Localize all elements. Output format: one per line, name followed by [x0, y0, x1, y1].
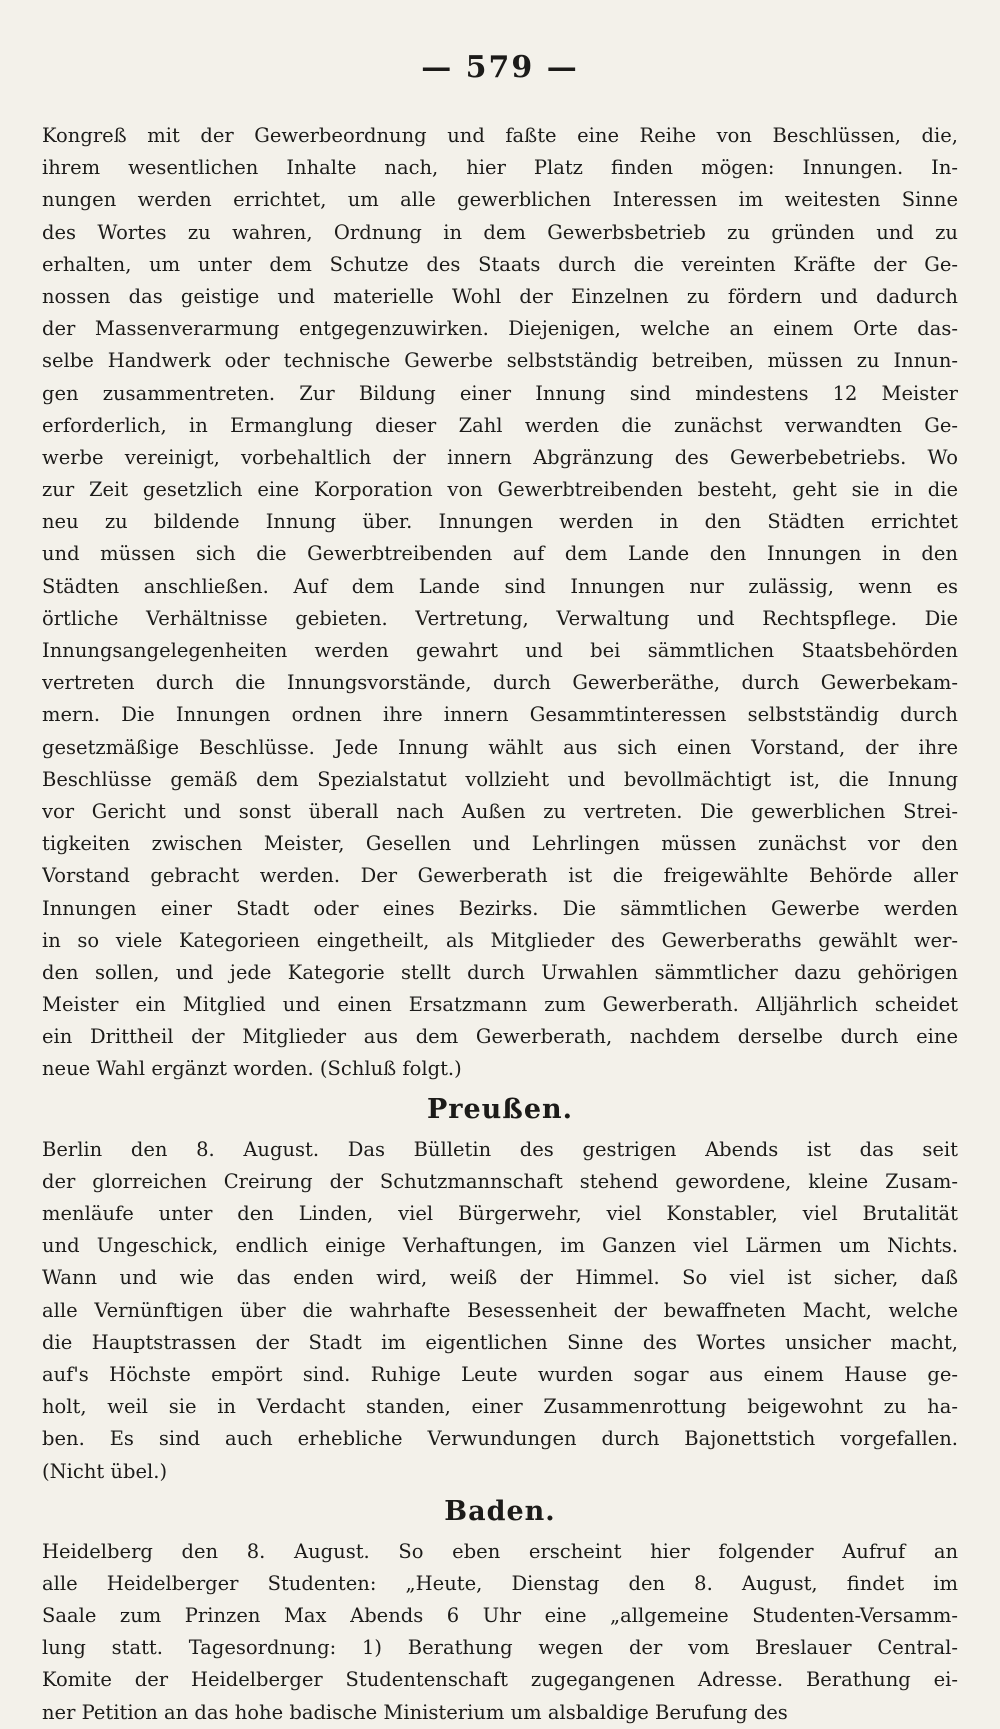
- text-line: gen zusammentreten. Zur Bildung einer Innung sind mindestens 12 Meister: [42, 381, 958, 405]
- text-line: Komite der Heidelberger Studentenschaft zugegangenen Adresse. Berathung ei-: [42, 1668, 958, 1692]
- text-line: gesetzmäßige Beschlüsse. Jede Innung wählt aus sich einen Vorstand, der ihre: [42, 735, 958, 759]
- text-line: neue Wahl ergänzt worden. (Schluß folgt.): [42, 1057, 462, 1081]
- text-line: den sollen, und jede Kategorie stellt durch Urwahlen sämmtlicher dazu gehörigen: [42, 960, 958, 984]
- text-line: ner Petition an das hohe badische Ministerium um alsbaldige Berufung des: [42, 1700, 788, 1724]
- text-line: neu zu bildende Innung über. Innungen werden in den Städten errichtet: [42, 510, 958, 534]
- article-text: [42, 120, 958, 1729]
- text-line: mern. Die Innungen ordnen ihre innern Gesammtinteressen selbstständig durch: [42, 703, 958, 727]
- text-line: (Nicht übel.): [42, 1459, 168, 1483]
- text-line: Vorstand gebracht werden. Der Gewerberath ist die freigewählte Behörde aller: [42, 864, 958, 888]
- text-line: Beschlüsse gemäß dem Spezialstatut vollzieht und bevollmächtigt ist, die Innung: [42, 767, 958, 791]
- text-line: lung statt. Tagesordnung: 1) Berathung wegen der vom Breslauer Central-: [42, 1636, 958, 1660]
- text-line: nossen das geistige und materielle Wohl der Einzelnen zu fördern und dadurch: [42, 284, 958, 308]
- text-line: örtliche Verhältnisse gebieten. Vertretung, Verwaltung und Rechtspflege. Die: [42, 606, 958, 630]
- text-line: ihrem wesentlichen Inhalte nach, hier Platz finden mögen: Innungen. In-: [42, 156, 958, 180]
- text-line: Meister ein Mitglied und einen Ersatzmann zum Gewerberath. Alljährlich scheidet: [42, 993, 958, 1017]
- text-line: des Wortes zu wahren, Ordnung in dem Gewerbsbetrieb zu gründen und zu: [42, 220, 958, 244]
- text-line: Berlin den 8. August. Das Bülletin des gestrigen Abends ist das seit: [42, 1137, 958, 1161]
- text-line: selbe Handwerk oder technische Gewerbe selbstständig betreiben, müssen zu Innun-: [42, 349, 958, 373]
- text-line: der Massenverarmung entgegenzuwirken. Diejenigen, welche an einem Orte das-: [42, 317, 958, 341]
- text-line: erforderlich, in Ermanglung dieser Zahl werden die zunächst verwandten Ge-: [42, 413, 958, 437]
- page-number: — 579 —: [421, 50, 579, 85]
- text-line: ein Drittheil der Mitglieder aus dem Gewerberath, nachdem derselbe durch eine: [42, 1025, 958, 1049]
- text-line: Kongreß mit der Gewerbeordnung und faßte eine Reihe von Beschlüssen, die,: [42, 124, 958, 147]
- text-line: der glorreichen Creirung der Schutzmannschaft stehend gewordene, kleine Zusam-: [42, 1169, 958, 1193]
- text-line: Innungsangelegenheiten werden gewahrt und bei sämmtlichen Staatsbehörden: [42, 639, 958, 662]
- text-line: zur Zeit gesetzlich eine Korporation von Gewerbtreibenden besteht, geht sie in die: [42, 478, 958, 502]
- text-line: alle Heidelberger Studenten: „Heute, Dienstag den 8. August, findet im: [42, 1571, 958, 1595]
- text-line: holt, weil sie in Verdacht standen, einer Zusammenrottung beigewohnt zu ha-: [42, 1395, 958, 1419]
- text-line: Saale zum Prinzen Max Abends 6 Uhr eine „allgemeine Studenten-Versamm-: [42, 1604, 958, 1628]
- text-line: Städten anschließen. Auf dem Lande sind Innungen nur zulässig, wenn es: [42, 574, 958, 598]
- text-line: vor Gericht und sonst überall nach Außen zu vertreten. Die gewerblichen Strei-: [42, 799, 958, 823]
- heading-preussen: Preußen.: [426, 1093, 574, 1125]
- text-line: erhalten, um unter dem Schutze des Staats durch die vereinten Kräfte der Ge-: [42, 252, 958, 276]
- text-line: ben. Es sind auch erhebliche Verwundungen durch Bajonettstich vorgefallen.: [42, 1427, 958, 1451]
- text-line: menläufe unter den Linden, viel Bürgerwehr, viel Konstabler, viel Brutalität: [42, 1202, 958, 1225]
- text-line: auf's Höchste empört sind. Ruhige Leute wurden sogar aus einem Hause ge-: [42, 1362, 958, 1386]
- text-line: in so viele Kategorieen eingetheilt, als Mitglieder des Gewerberaths gewählt wer-: [42, 928, 958, 952]
- text-line: und Ungeschick, endlich einige Verhaftungen, im Ganzen viel Lärmen um Nichts.: [42, 1234, 958, 1258]
- text-line: die Hauptstrassen der Stadt im eigentlichen Sinne des Wortes unsicher macht,: [42, 1330, 958, 1354]
- text-line: Innungen einer Stadt oder eines Bezirks. Die sämmtlichen Gewerbe werden: [42, 896, 958, 920]
- text-line: Heidelberg den 8. August. So eben erscheint hier folgender Aufruf an: [42, 1539, 958, 1563]
- section-baden: [42, 1536, 958, 1729]
- text-line: tigkeiten zwischen Meister, Gesellen und Lehrlingen müssen zunächst vor den: [42, 832, 958, 856]
- section-gewerbeordnung: [42, 120, 958, 1086]
- section-preussen: [42, 1134, 958, 1488]
- text-line: vertreten durch die Innungsvorstände, durch Gewerberäthe, durch Gewerbekam-: [42, 671, 958, 695]
- text-line: alle Vernünftigen über die wahrhafte Besessenheit der bewaffneten Macht, welche: [42, 1298, 958, 1322]
- text-line: werbe vereinigt, vorbehaltlich der innern Abgränzung des Gewerbebetriebs. Wo: [42, 445, 958, 469]
- heading-baden: Baden.: [444, 1495, 556, 1527]
- text-line: und müssen sich die Gewerbtreibenden auf dem Lande den Innungen in den: [42, 542, 958, 566]
- text-line: Wann und wie das enden wird, weiß der Himmel. So viel ist sicher, daß: [42, 1266, 958, 1290]
- text-line: nungen werden errichtet, um alle gewerblichen Interessen im weitesten Sinne: [42, 188, 958, 212]
